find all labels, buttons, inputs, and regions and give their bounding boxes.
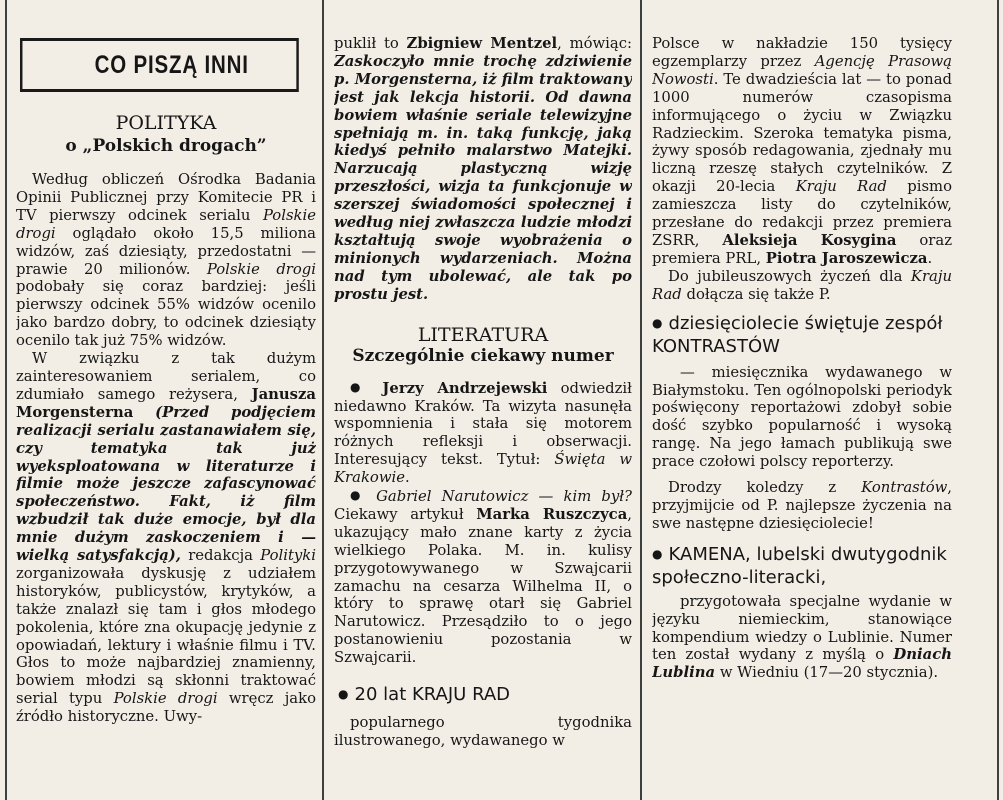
person-name: Aleksieja Kosygina (722, 231, 897, 249)
text: wspomnienia i stała się motorem różnych refleksji i obserwacji. Interesujący tekst. Tytuł: (334, 415, 632, 469)
quote: (Przed podjęciem realizacji serialu zastanawiałem się, czy tematyka tak już wyeksploatowana w literaturze i filmie może jeszcze zafascynować społeczeństwo. Fakt, iż film wzbudził tak duże emocje, był dla mnie dużym zaskoczeniem i — wielką satysfakcją), (16, 403, 316, 565)
column-rule-left (5, 0, 7, 800)
person-name: Janusza Morgensterna (16, 385, 316, 421)
text: zorganizowała dyskusję z udziałem historyków, publicystów, krytyków, a także znalazł się tam i głos młodego pokolenia, które zna okupację jedynie z opowiadań, lektury i właśnie filmu i TV. Głos to może najbardziej znamienny, bowiem młodzi są skłonni traktować serial typu (16, 564, 316, 708)
person-name: Piotra Jaroszewicza (765, 249, 928, 267)
text: dziesięciolecie świętuje zespół (668, 312, 943, 334)
section-subtitle-ciekawy-numer: Szczególnie ciekawy numer (352, 345, 614, 366)
text: KAMENA (668, 543, 746, 565)
bullet-icon: ● (652, 546, 663, 561)
paragraph (334, 379, 632, 487)
bullet-icon: ● (350, 488, 366, 503)
column-1 (16, 0, 316, 800)
text: oglądało około 15,5 miliona widzów, zaś dziesiąty, przedostatni — prawie 20 milionów. (16, 224, 316, 278)
title-ref: Polskie drogi (16, 206, 316, 242)
text: . (404, 469, 410, 487)
headline-kraju-rad (334, 683, 632, 706)
article-polityka-continued (334, 35, 632, 304)
column-3 (652, 0, 952, 800)
column-2 (334, 0, 632, 800)
paragraph (652, 268, 952, 304)
article-literatura (334, 379, 632, 668)
quote: Zaskoczyło mnie trochę zdziwienie p. Morgensterna, iż film traktowany jest jak lekcja historii. Od dawna bowiem właśnie seriale telewizyjne spełniają m. in. taką funkcję, jaką kiedyś pełniło malarstwo Matejki. Narzucają plastyczną wizję przeszłości, wizja ta funkcjonuje w szerszej świadomości społecznej i według niej zwłaszcza ludzie młodzi kształtują swoje wyobrażenia o minionych wydarzeniach. Można nad tym ubolewać, ale tak po prostu jest. (334, 52, 632, 303)
text: 20 lat (354, 684, 412, 706)
title-ref: Kraju Rad (652, 267, 952, 303)
bullet-icon: ● (652, 315, 663, 330)
text: popularnego tygodnika ilustrowanego, wydawanego w (334, 714, 632, 749)
paragraph (652, 35, 952, 268)
bullet-icon: ● (338, 687, 349, 702)
text: Według obliczeń Ośrodka Badania Opinii Publicznej przy Komitecie PR i TV pierwszy odcinek serialu (16, 171, 316, 224)
paragraph: — miesięcznika wydawanego w Białymstoku. Ten ogólnopolski periodyk poświęcony reportażowi zdobył sobie dość szybko popularność i wysoką rangę. Na jego łamach publikują swe prace czołowi polscy reporterzy. (652, 363, 952, 471)
title-ref: Polityki (260, 547, 316, 565)
text: Drodzy koledzy z (668, 479, 862, 497)
title-ref: Kontrastów (861, 479, 948, 497)
section-title-polityka: POLITYKA (115, 112, 217, 134)
paragraph (16, 171, 316, 350)
section-subtitle-polskie-drogi: o „Polskich drogach” (65, 136, 267, 156)
paragraph (334, 714, 632, 750)
text: , lubelski dwutygodnik społeczno-literacki, (652, 543, 947, 588)
paragraph (334, 487, 632, 667)
text: KRAJU RAD (411, 684, 511, 706)
paragraph (652, 593, 952, 683)
text: odwiedził niedawno Kraków. Ta wizyta nasunęła (334, 379, 632, 415)
article-kraju-rad (334, 714, 632, 750)
title-ref: Gabriel Narutowicz — kim był? (376, 488, 632, 506)
text: . Te dwadzieścia lat — to ponad 1000 numerów czasopisma informującego o życiu w Związku Radzieckim. Szeroka tematyka pisma, żywy sposób redagowania, zjednały mu liczną rzeszę stałych czytelników. Z okazji 20-lecia (652, 70, 952, 196)
article-kraju-rad-continued (652, 35, 952, 304)
person-name: Marka Ruszczyca (476, 505, 628, 523)
text: puklił to (334, 35, 407, 52)
text: w Wiedniu (17—20 stycznia). (715, 664, 939, 682)
text: Polsce w nakładzie 150 tysięcy egzemplarzy przez (652, 35, 952, 70)
headline-kontrasty (652, 312, 952, 358)
text: wręcz jako źródło historyczne. Uwy- (16, 690, 316, 726)
title-ref: Dniach Lublina (652, 646, 952, 682)
column-rule-1-2 (322, 0, 324, 800)
article-kamena (652, 593, 952, 683)
title-ref: Polskie drogi (113, 690, 218, 708)
banner-co-pisza-inni: CO PISZĄ INNI (20, 38, 299, 92)
text: przygotowała specjalne wydanie w języku niemieckim, stanowiące kompendium wiedzy o Lublinie. Numer ten został wydany z myślą o (652, 592, 952, 664)
paragraph (652, 479, 952, 533)
text: oraz premiera PRL, (652, 231, 952, 267)
text: podobały się coraz bardziej: jeśli pierwszy odcinek 55% widzów ocenilo jako bardzo dobry, to odcinek dziesiąty ocenilo tak już 75% widzów. (16, 278, 316, 350)
bullet-icon: ● (350, 379, 370, 394)
paragraph (16, 350, 316, 726)
person-name: Jerzy Andrzejewski (382, 379, 548, 397)
text: Ciekawy artykuł (334, 505, 477, 523)
title-ref: Święta w Krakowie (334, 451, 632, 487)
paragraph (334, 35, 632, 304)
text: . (927, 249, 933, 267)
title-ref: Kraju Rad (795, 178, 887, 196)
text: , przyjmijcie od P. najlepsze życzenia na swe następne dziesięciolecie! (652, 479, 952, 532)
column-rule-right (997, 0, 999, 800)
text: , mówiąc: (557, 35, 632, 52)
text: redakcja (180, 547, 261, 565)
title-ref: Agencję Prasową Nowosti (652, 52, 952, 88)
column-rule-2-3 (640, 0, 642, 800)
section-title-literatura: LITERATURA (417, 323, 549, 346)
text: dołącza się także P. (681, 285, 831, 303)
article-polityka (16, 171, 316, 726)
headline-kamena (652, 543, 952, 589)
title-ref: Polskie drogi (206, 260, 316, 278)
text: W związku z tak dużym zainteresowaniem serialem, co zdumiało samego reżysera, (16, 350, 316, 403)
text: pismo zamieszcza listy do czytelników, przesłane do redakcji przez premiera ZSRR, (652, 178, 952, 249)
person-name: Zbigniew Mentzel (406, 35, 558, 52)
text: , ukazujący mało znane karty z życia wielkiego Polaka. M. in. kulisy przygotowywanego w Szwajcarii zamachu na cesarza Wilhelma II, o który to sprawę otarł się Gabriel Narutowicz. Przesądziło to o jego postanowieniu pozostania w Szwajcarii. (334, 505, 632, 667)
text: Do jubileuszowych życzeń dla (668, 267, 911, 285)
article-kontrasty (652, 364, 952, 533)
text: KONTRASTÓW (652, 335, 780, 357)
